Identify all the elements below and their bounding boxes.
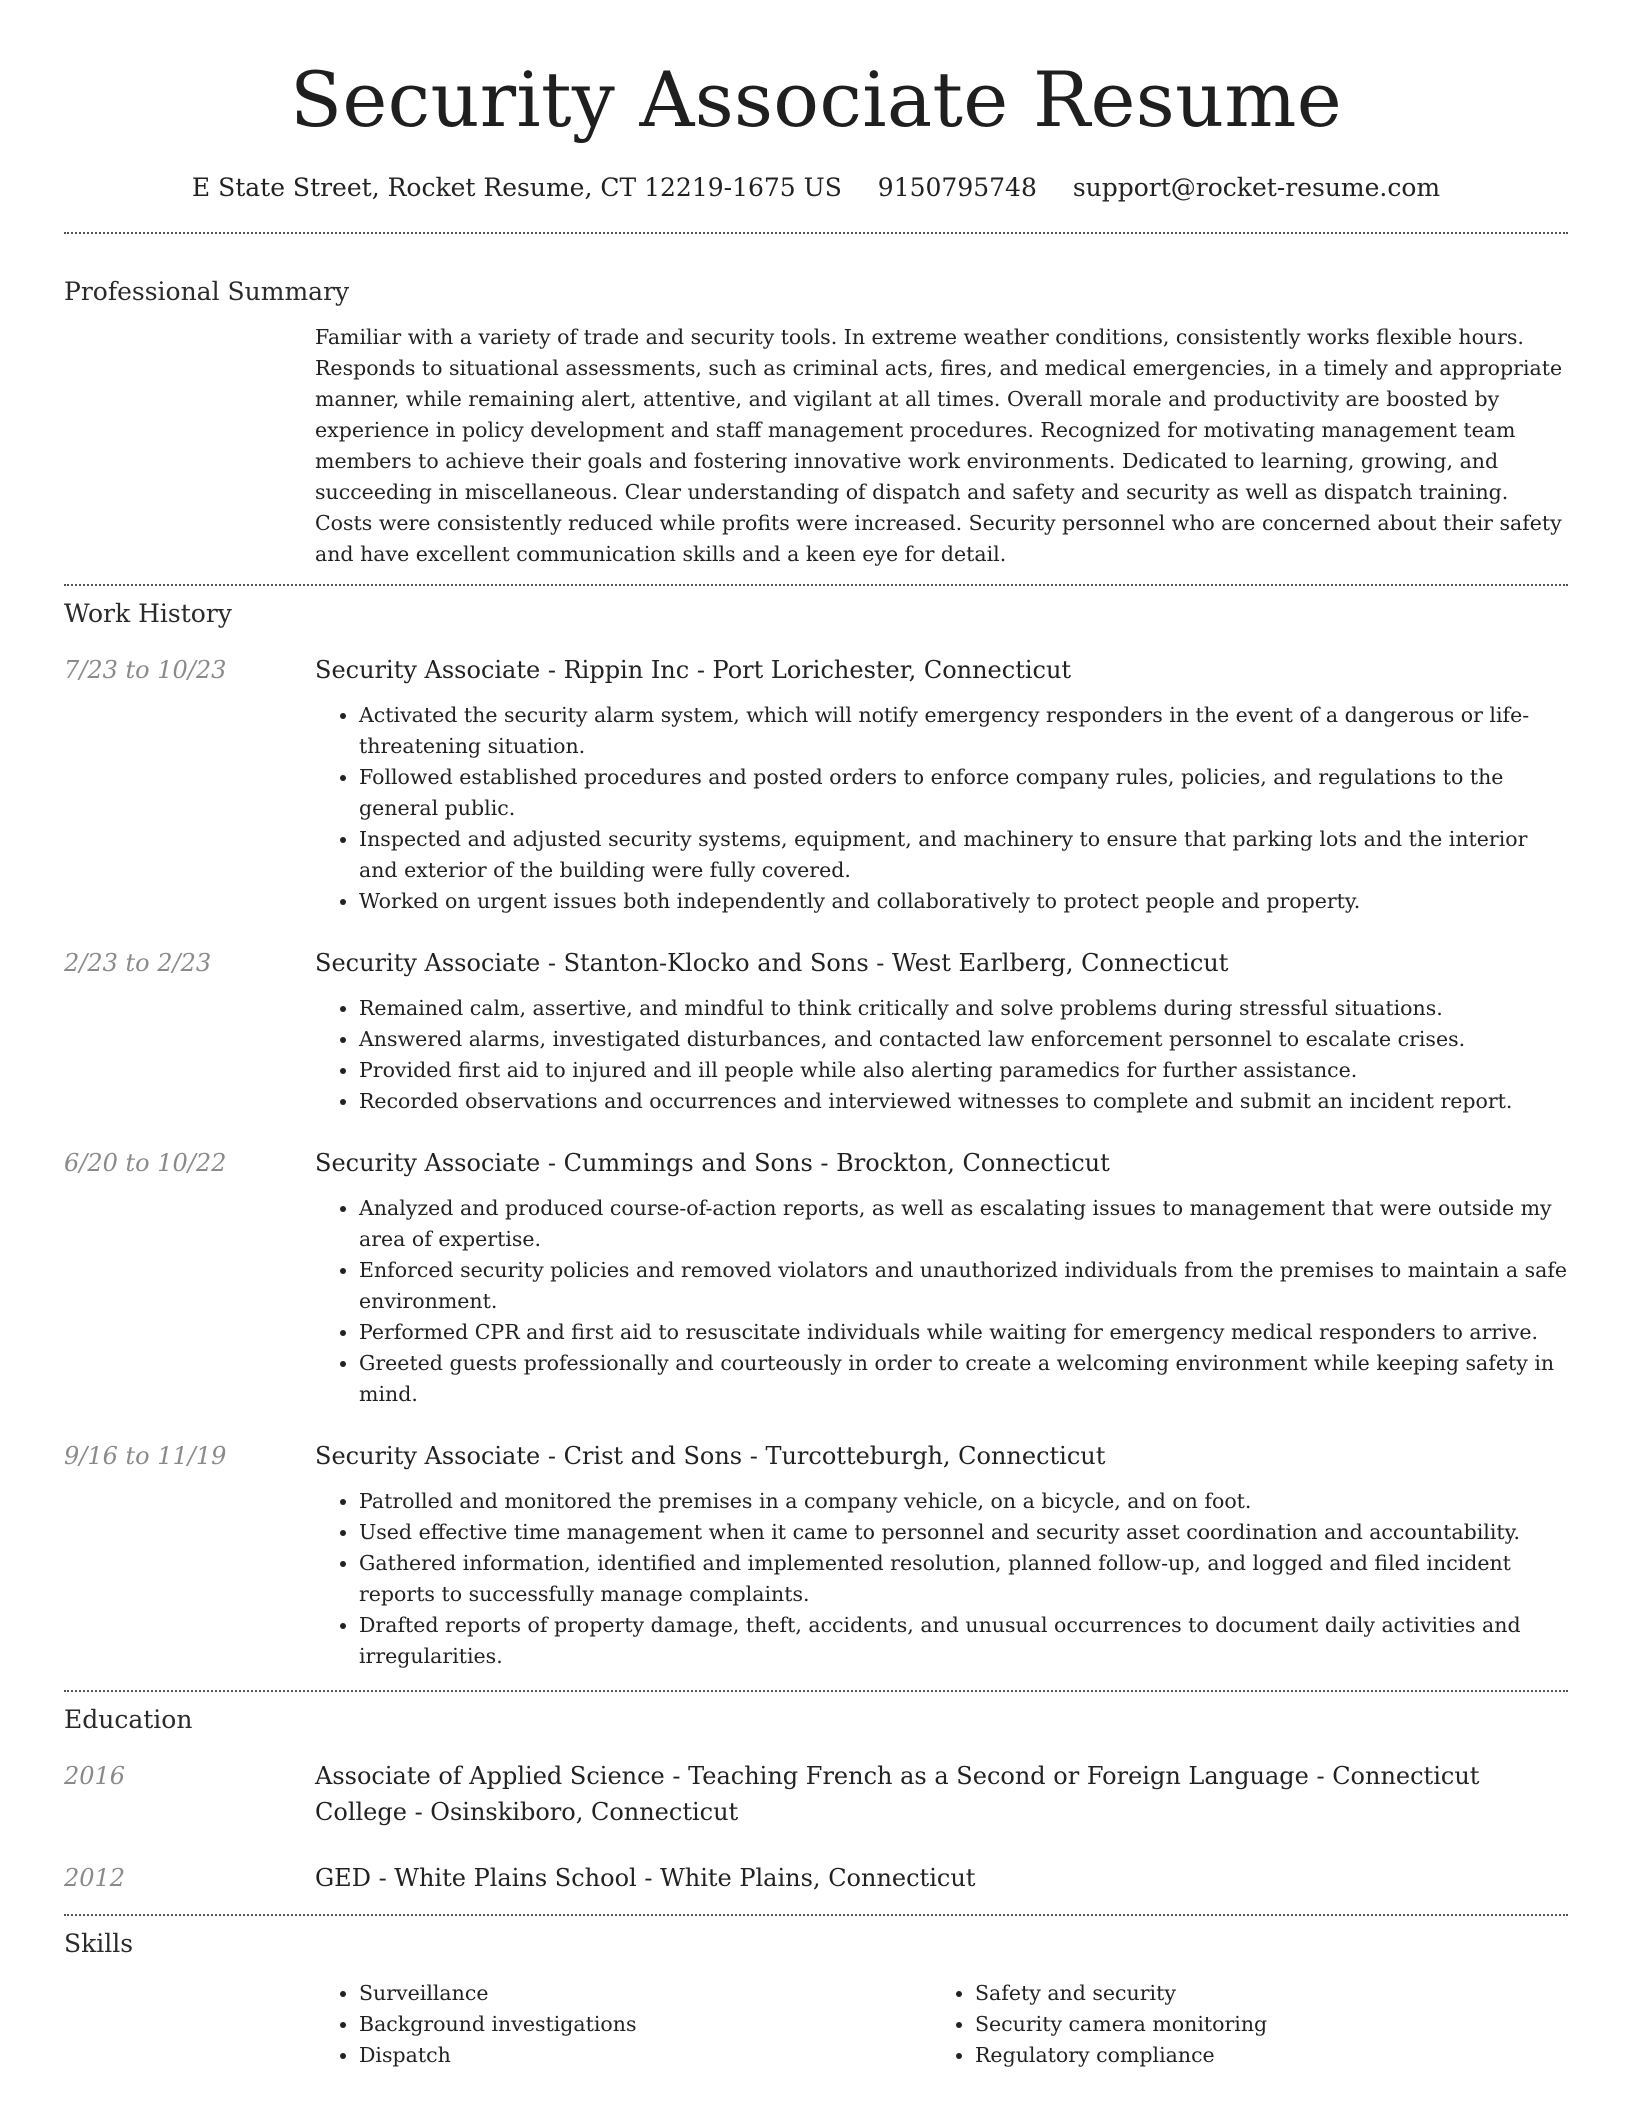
contact-address: E State Street, Rocket Resume, CT 12219-1675 US: [191, 173, 842, 202]
education-entry: [64, 1758, 1568, 1830]
skills-columns: [315, 1978, 1568, 2071]
resume-page: [64, 0, 1568, 2071]
summary-section: [64, 276, 1568, 570]
job-dates: 2/23 to 2/23: [64, 949, 212, 977]
job-bullet: • Drafted reports of property damage, theft, accidents, and unusual occurrences to document daily activities and irregularities.: [359, 1610, 1568, 1672]
job-bullet: • Greeted guests professionally and courteously in order to create a welcoming environment while keeping safety in mind.: [359, 1348, 1568, 1410]
education-title: GED - White Plains School - White Plains, Connecticut: [315, 1864, 976, 1892]
job-bullet: • Worked on urgent issues both independently and collaboratively to protect people and property.: [359, 886, 1568, 917]
job-entry: [64, 945, 1568, 1117]
skills-heading: Skills: [64, 1929, 134, 1958]
job-title: Security Associate - Cummings and Sons - Brockton, Connecticut: [315, 1149, 1110, 1177]
skill-item: • Safety and security: [975, 1978, 1547, 2009]
job-bullet: • Answered alarms, investigated disturbances, and contacted law enforcement personnel to escalate crises.: [359, 1024, 1568, 1055]
work-history-heading: Work History: [64, 599, 232, 628]
job-entry: [64, 1145, 1568, 1410]
education-heading: Education: [64, 1705, 193, 1734]
education-title: Associate of Applied Science - Teaching French as a Second or Foreign Language - Connecticut College - Osinskiboro, Connecticut: [315, 1762, 1480, 1826]
skill-item: • Security camera monitoring: [975, 2009, 1547, 2040]
work-history-section: [64, 598, 1568, 1672]
divider: [64, 1690, 1568, 1692]
job-bullet: • Remained calm, assertive, and mindful to think critically and solve problems during stressful situations.: [359, 993, 1568, 1024]
job-bullet: • Patrolled and monitored the premises in a company vehicle, on a bicycle, and on foot.: [359, 1486, 1568, 1517]
job-entry: [64, 652, 1568, 917]
page-title: Security Associate Resume: [289, 55, 1343, 144]
job-dates: 7/23 to 10/23: [64, 656, 227, 684]
job-title: Security Associate - Rippin Inc - Port Lorichester, Connecticut: [315, 656, 1072, 684]
contact-phone: 9150795748: [877, 173, 1037, 202]
education-year: 2012: [64, 1864, 126, 1892]
job-bullets: [315, 700, 1568, 917]
skill-item: • Surveillance: [359, 1978, 931, 2009]
job-dates: 6/20 to 10/22: [64, 1149, 227, 1177]
job-bullet: • Gathered information, identified and implemented resolution, planned follow-up, and logged and filed incident reports to successfully manage complaints.: [359, 1548, 1568, 1610]
job-entry: [64, 1438, 1568, 1672]
job-bullet: • Enforced security policies and removed violators and unauthorized individuals from the premises to maintain a safe environment.: [359, 1255, 1568, 1317]
divider: [64, 1914, 1568, 1916]
job-bullet: • Recorded observations and occurrences and interviewed witnesses to complete and submit an incident report.: [359, 1086, 1568, 1117]
job-title: Security Associate - Stanton-Klocko and Sons - West Earlberg, Connecticut: [315, 949, 1229, 977]
job-bullets: [315, 1193, 1568, 1410]
job-bullet: • Performed CPR and first aid to resuscitate individuals while waiting for emergency medical responders to arrive.: [359, 1317, 1568, 1348]
job-bullets: [315, 993, 1568, 1117]
skill-item: • Background investigations: [359, 2009, 931, 2040]
summary-text: Familiar with a variety of trade and security tools. In extreme weather conditions, consistently works flexible hours. Responds to situational assessments, such as criminal acts, fires, and medical emergencies, in a timely and appropriate manner, while remaining alert, attentive, and vigilant at all times. Overall morale and productivity are boosted by experience in policy development and staff management procedures. Recognized for motivating management team members to achieve their goals and fostering innovative work environments. Dedicated to learning, growing, and succeeding in miscellaneous. Clear understanding of dispatch and safety and security as well as dispatch training. Costs were consistently reduced while profits were increased. Security personnel who are concerned about their safety and have excellent communication skills and a keen eye for detail.: [315, 325, 1563, 566]
job-bullet: • Activated the security alarm system, which will notify emergency responders in the event of a dangerous or life-threatening situation.: [359, 700, 1568, 762]
divider: [64, 232, 1568, 234]
skills-list-left: [315, 1978, 931, 2071]
job-bullets: [315, 1486, 1568, 1672]
divider: [64, 584, 1568, 586]
skills-section: [64, 1928, 1568, 2071]
education-entry: [64, 1860, 1568, 1896]
contact-email: support@rocket-resume.com: [1072, 173, 1441, 202]
job-title: Security Associate - Crist and Sons - Turcotteburgh, Connecticut: [315, 1442, 1106, 1470]
skill-item: • Regulatory compliance: [975, 2040, 1547, 2071]
job-bullet: • Used effective time management when it came to personnel and security asset coordination and accountability.: [359, 1517, 1568, 1548]
summary-heading: Professional Summary: [64, 277, 350, 306]
education-section: [64, 1704, 1568, 1896]
contact-line: [64, 172, 1568, 204]
skill-item: • Dispatch: [359, 2040, 931, 2071]
job-bullet: • Inspected and adjusted security systems, equipment, and machinery to ensure that parking lots and the interior and exterior of the building were fully covered.: [359, 824, 1568, 886]
job-bullet: • Followed established procedures and posted orders to enforce company rules, policies, and regulations to the general public.: [359, 762, 1568, 824]
job-dates: 9/16 to 11/19: [64, 1442, 227, 1470]
job-bullet: • Provided first aid to injured and ill people while also alerting paramedics for further assistance.: [359, 1055, 1568, 1086]
job-bullet: • Analyzed and produced course-of-action reports, as well as escalating issues to management that were outside my area of expertise.: [359, 1193, 1568, 1255]
skills-list-right: [931, 1978, 1547, 2071]
education-year: 2016: [64, 1762, 126, 1790]
